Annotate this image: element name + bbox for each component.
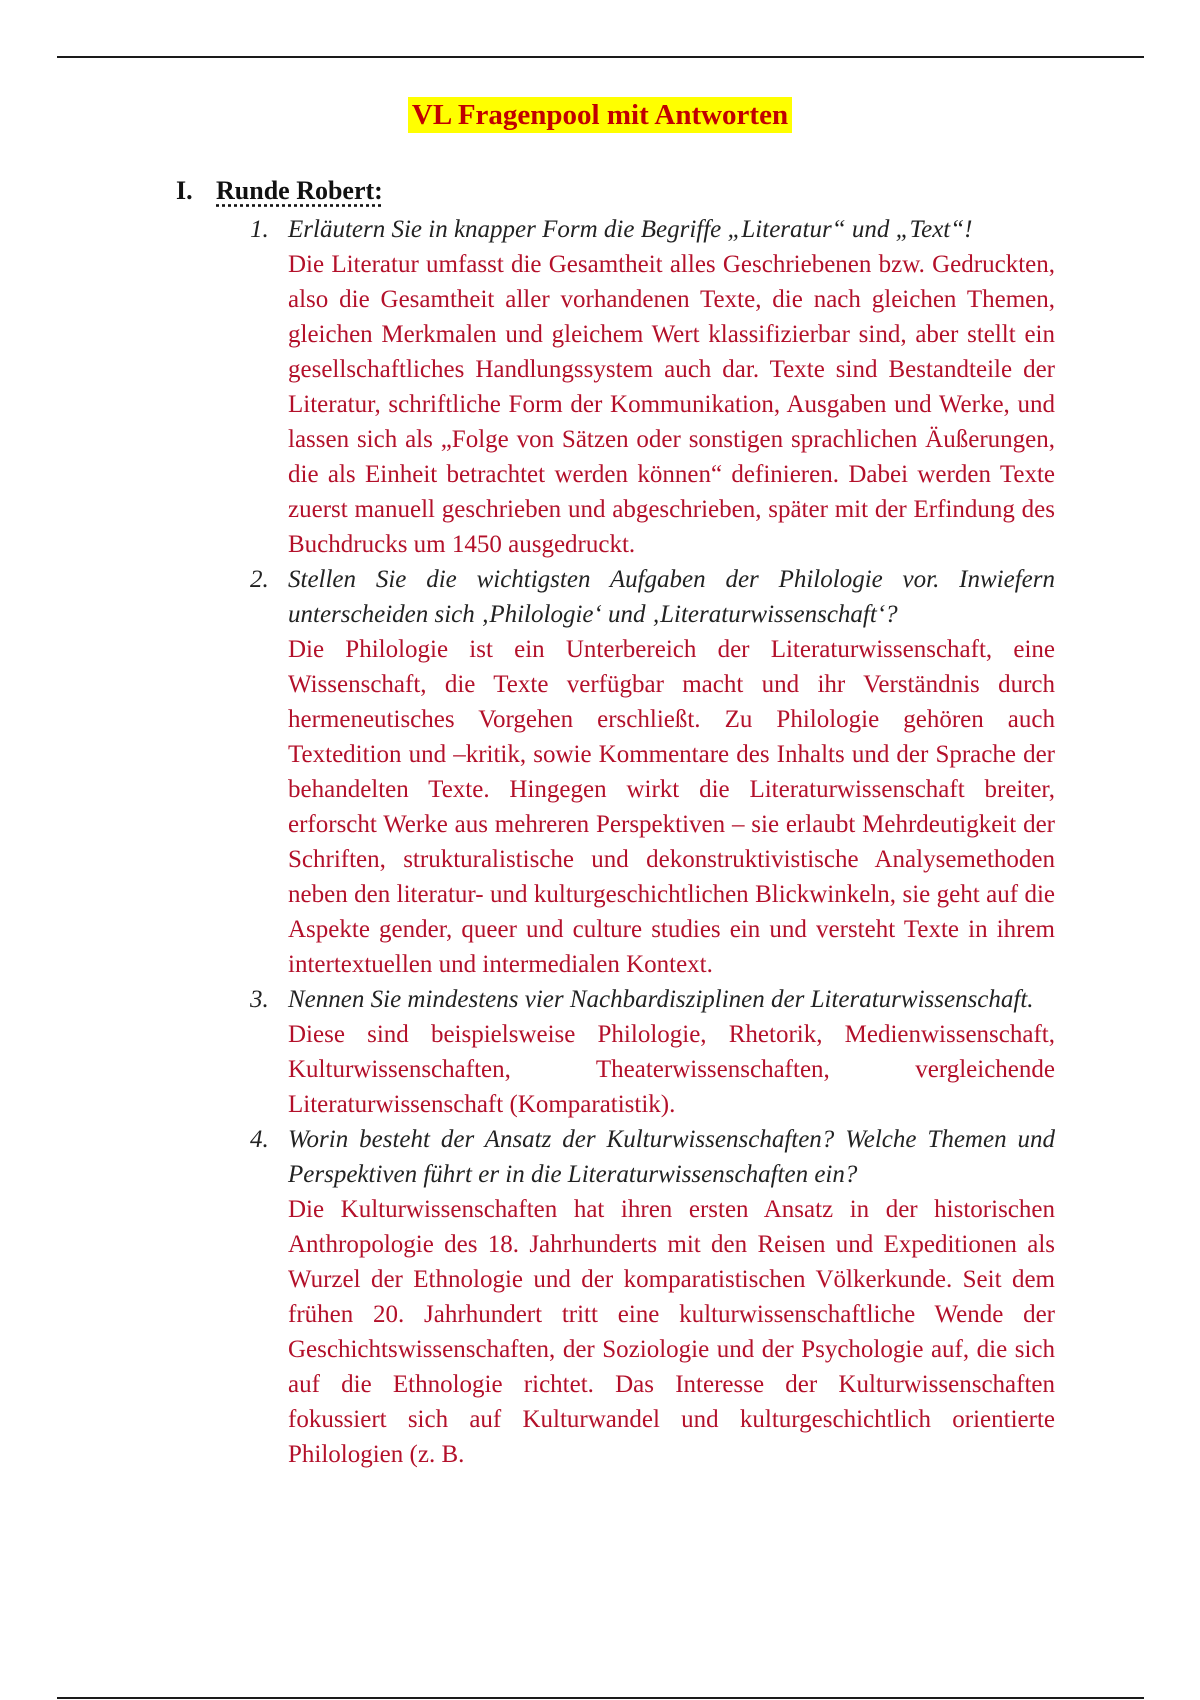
- answer-text: Die Kulturwissenschaften hat ihren ersten Ansatz in der historischen Anthropologie des 18. Jahrhunderts mit den Reisen und Expeditionen als Wurzel der Ethnologie und der komparatistischen Völkerkunde. Seit dem frühen 20. Jahrhundert tritt eine kulturwissenschaftliche Wende der Geschichtswissenschaften, der Soziologie und der Psychologie auf, die sich auf die Ethnologie richtet. Das Interesse der Kulturwissenschaften fokussiert sich auf Kulturwandel und kulturgeschichtlich orientierte Philologien (z. B.: [288, 1196, 1055, 1468]
- question-text: Worin besteht der Ansatz der Kulturwissenschaften? Welche Themen und Perspektiven führt er in die Literaturwissenschaften ein?: [288, 1126, 1055, 1188]
- answer-text: Die Philologie ist ein Unterbereich der Literaturwissenschaft, eine Wissenschaft, die Texte verfügbar macht und ihr Verständnis durch hermeneutisches Vorgehen erschließt. Zu Philologie gehören auch Textedition und –kritik, sowie Kommentare des Inhalts und der Sprache der behandelten Texte. Hingegen wirkt die Literaturwissenschaft breiter, erforscht Werke aus mehreren Perspektiven – sie erlaubt Mehrdeutigkeit der Schriften, strukturalistische und dekonstruktivistische Analysemethoden neben den literatur- und kulturgeschichtlichen Blickwinkeln, sie geht auf die Aspekte gender, queer und culture studies ein und versteht Texte in ihrem intertextuellen und intermedialen Kontext.: [288, 636, 1055, 978]
- question-number: 1.: [250, 216, 269, 243]
- answer-text: Die Literatur umfasst die Gesamtheit alles Geschriebenen bzw. Gedruckten, also die Gesamtheit aller vorhandenen Texte, die nach gleichen Themen, gleichen Merkmalen und gleichem Wert klassifizierbar sind, aber stellt ein gesellschaftliches Handlungssystem auch dar. Texte sind Bestandteile der Literatur, schriftliche Form der Kommunikation, Ausgaben und Werke, und lassen sich als „Folge von Sätzen oder sonstigen sprachlichen Äußerungen, die als Einheit betrachtet werden können“ definieren. Dabei werden Texte zuerst manuell geschrieben und abgeschrieben, später mit der Erfindung des Buchdrucks um 1450 ausgedruckt.: [288, 251, 1055, 558]
- question-text: Erläutern Sie in knapper Form die Begriffe „Literatur“ und „Text“!: [288, 216, 973, 243]
- document-title: VL Fragenpool mit Antworten: [408, 97, 792, 133]
- question-text: Stellen Sie die wichtigsten Aufgaben der Philologie vor. Inwiefern unterscheiden sich ‚Philologie‘ und ‚Literaturwissenschaft‘?: [288, 566, 1055, 628]
- question-item: [250, 562, 1055, 982]
- section-number: I.: [176, 176, 193, 205]
- question-item: [250, 982, 1055, 1122]
- section-heading: Runde Robert:: [216, 176, 383, 205]
- title-block: [0, 98, 1200, 132]
- question-list: [250, 212, 1055, 1472]
- question-number: 3.: [250, 986, 269, 1013]
- top-rule: [57, 56, 1144, 58]
- section-header: [176, 176, 383, 206]
- bottom-rule: [57, 1697, 1144, 1699]
- answer-text: Diese sind beispielsweise Philologie, Rhetorik, Medienwissenschaft, Kulturwissenschaften, Theaterwissenschaften, vergleichende Literaturwissenschaft (Komparatistik).: [288, 1021, 1055, 1118]
- question-number: 2.: [250, 566, 269, 593]
- question-item: [250, 212, 1055, 562]
- question-item: [250, 1122, 1055, 1472]
- question-text: Nennen Sie mindestens vier Nachbardisziplinen der Literaturwissenschaft.: [288, 986, 1034, 1013]
- question-number: 4.: [250, 1126, 269, 1153]
